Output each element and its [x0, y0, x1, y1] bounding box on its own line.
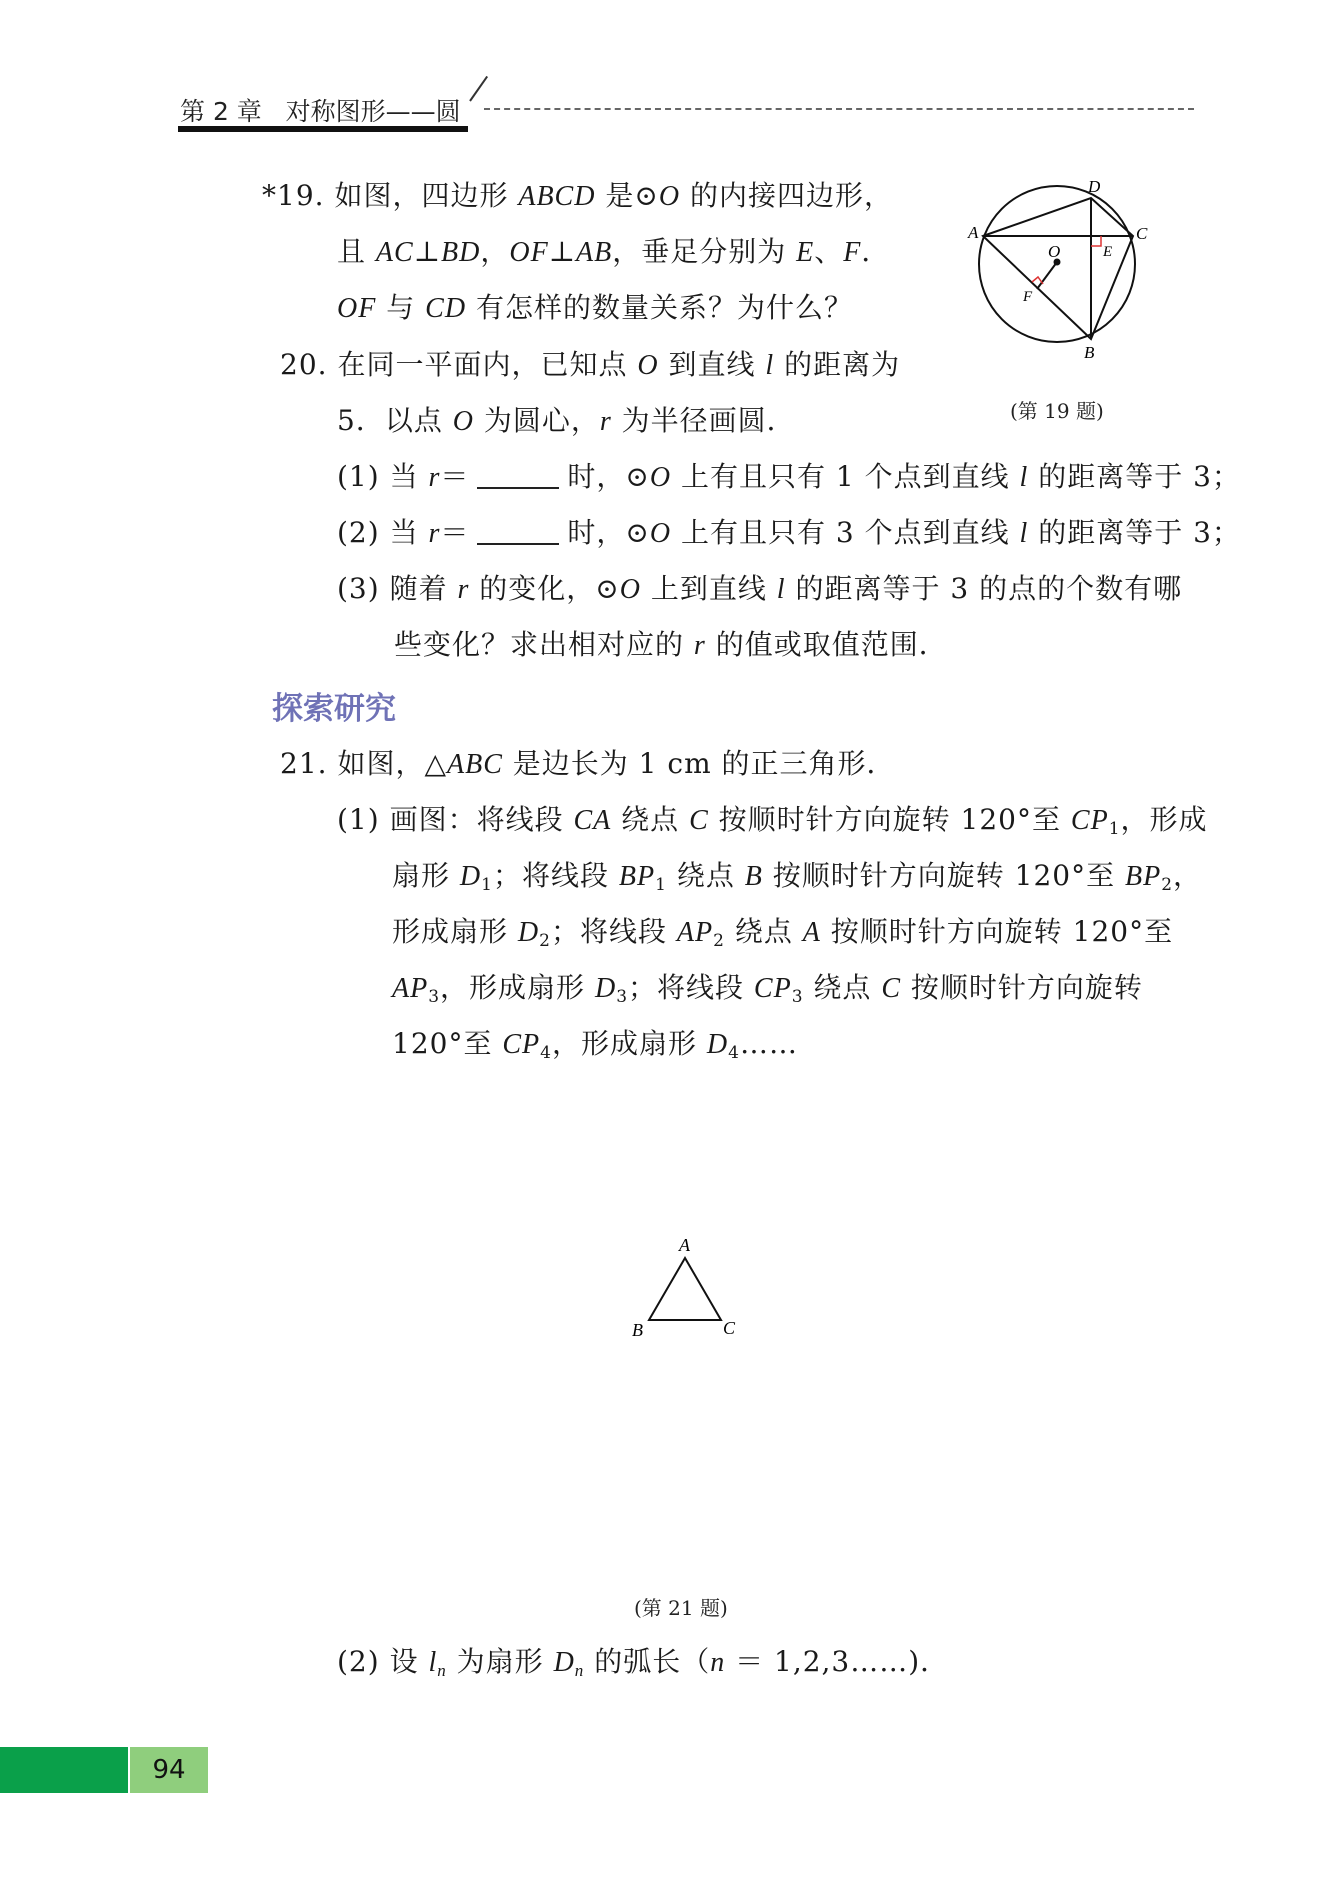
text: 120°至: [392, 1027, 503, 1060]
text: 5．以点: [337, 404, 453, 437]
math: l: [428, 1647, 438, 1678]
math: l: [776, 574, 786, 605]
text: ；将线段: [550, 915, 677, 948]
math: AP: [676, 917, 714, 948]
text: 为扇形: [446, 1645, 554, 1678]
math: l: [1019, 518, 1029, 549]
text: 且: [337, 235, 376, 268]
label-c: C: [723, 1318, 736, 1338]
math: ABCD: [518, 181, 596, 212]
text: ；将线段: [628, 971, 754, 1004]
text: 、: [814, 235, 844, 268]
label-b: B: [632, 1320, 643, 1340]
math: CA: [573, 805, 612, 836]
text: 在同一平面内，已知点: [337, 348, 638, 381]
math: O: [619, 574, 641, 605]
math: O: [452, 406, 474, 437]
chapter-number: 第 2 章: [180, 97, 262, 126]
text: ⊥: [548, 235, 577, 268]
text: 有怎样的数量关系？为什么？: [466, 291, 853, 324]
answer-blank[interactable]: [477, 463, 559, 489]
problem-20-line-2: [337, 403, 796, 440]
text: ⊥: [413, 235, 442, 268]
problem-20-part-1: [337, 459, 1241, 496]
math: OF: [509, 237, 549, 268]
text: 绕点: [803, 971, 882, 1004]
text: 按顺时针方向旋转 120°至: [820, 915, 1174, 948]
math: D: [706, 1029, 729, 1060]
text: 为圆心，: [473, 404, 600, 437]
chapter-title: 对称图形——圆: [285, 97, 461, 126]
text: (3) 随着: [337, 572, 458, 605]
text: 的内接四边形，: [680, 179, 893, 212]
text: 按顺时针方向旋转: [901, 971, 1143, 1004]
text: 的值或取值范围．: [705, 628, 948, 661]
text: 如图，四边形: [334, 179, 519, 212]
problem-21-part-1-line-1: [337, 802, 1208, 847]
math: C: [689, 805, 709, 836]
quadrilateral-abcd: [983, 198, 1133, 339]
math: C: [881, 973, 902, 1004]
math: CP: [753, 973, 792, 1004]
math: BP: [1125, 861, 1162, 892]
text: 上有且只有 3 个点到直线: [671, 516, 1020, 549]
text: 到直线: [658, 348, 766, 381]
text: ，: [1173, 859, 1203, 892]
math: O: [658, 181, 681, 212]
math: E: [796, 237, 815, 268]
text: 的距离等于 3 的点的个数有哪: [785, 572, 1183, 605]
subscript: 2: [539, 931, 551, 951]
text: 的距离为: [774, 348, 901, 381]
math: ABC: [446, 749, 503, 780]
math: B: [744, 861, 763, 892]
text: (1) 画图：将线段: [337, 803, 574, 836]
text: 绕点: [611, 803, 690, 836]
problem-21-line-1: [280, 746, 896, 783]
problem-21-part-2: [337, 1644, 949, 1689]
text: (1) 当: [337, 460, 429, 493]
right-angle-e: [1091, 236, 1101, 246]
header-dashed-rule: [484, 108, 1194, 110]
label-b: B: [1084, 343, 1095, 362]
subscript: 4: [540, 1043, 552, 1063]
problem-21-part-1-line-2: [392, 858, 1202, 903]
text: (2) 当: [337, 516, 429, 549]
math: AB: [576, 237, 613, 268]
math: r: [599, 406, 612, 437]
label-a: A: [968, 223, 979, 242]
subscript: 4: [728, 1043, 740, 1063]
label-c: C: [1136, 224, 1148, 243]
text: ．: [861, 235, 891, 268]
triangle-abc: [649, 1258, 721, 1320]
header-slash: [469, 76, 488, 102]
problem-number: *19.: [262, 179, 325, 212]
text: 与: [376, 291, 426, 324]
math: O: [637, 350, 659, 381]
text: 为半径画圆．: [611, 404, 796, 437]
math: D: [594, 973, 617, 1004]
problem-19-line-3: [337, 290, 853, 327]
text: 上到直线: [640, 572, 777, 605]
label-e: E: [1103, 244, 1113, 260]
text: 的变化，⊙: [469, 572, 620, 605]
label-a: A: [679, 1235, 690, 1255]
math: F: [843, 237, 862, 268]
math: CP: [1070, 805, 1109, 836]
text: ，形成扇形: [440, 971, 595, 1004]
math: D: [553, 1647, 575, 1678]
math: l: [1019, 462, 1029, 493]
text: 是边长为 1 cm 的正三角形．: [502, 747, 896, 780]
text: ＝ 1,2,3……)．: [725, 1645, 950, 1678]
text: 的距离等于 3；: [1028, 516, 1241, 549]
math: AC: [375, 237, 414, 268]
math: r: [693, 630, 706, 661]
text: 的距离等于 3；: [1028, 460, 1241, 493]
text: 形成扇形: [392, 915, 518, 948]
math: CP: [502, 1029, 541, 1060]
text: 上有且只有 1 个点到直线: [671, 460, 1020, 493]
figure-19: [966, 176, 1150, 366]
text: 是⊙: [595, 179, 659, 212]
text: 些变化？求出相对应的: [394, 628, 694, 661]
figure-21: [622, 1230, 750, 1350]
text: ……: [739, 1027, 798, 1060]
math: l: [765, 350, 775, 381]
problem-20-part-2: [337, 515, 1241, 552]
chapter-header: [180, 92, 461, 128]
subscript: 1: [481, 875, 493, 895]
problem-20-part-3: [337, 571, 1182, 608]
subscript: 3: [791, 987, 804, 1007]
problem-21-part-1-line-4: [392, 970, 1143, 1015]
math: r: [428, 518, 441, 549]
text: ＝: [440, 460, 470, 493]
subscript: 2: [713, 931, 725, 951]
math: BP: [618, 861, 656, 892]
subscript: n: [437, 1661, 447, 1680]
problem-20-part-3-cont: [394, 627, 948, 664]
text: 绕点: [724, 915, 803, 948]
problem-number: 21.: [280, 747, 328, 780]
page-number: 94: [130, 1747, 208, 1793]
subscript: 2: [1161, 875, 1174, 895]
text: 扇形: [392, 859, 460, 892]
text: ，形成: [1120, 803, 1208, 836]
text: 如图，△: [337, 747, 447, 780]
text: 时，⊙: [567, 460, 650, 493]
subscript: 1: [1108, 819, 1121, 839]
footer-green-bar: [0, 1747, 128, 1793]
label-d: D: [1088, 177, 1101, 196]
problem-number: 20.: [280, 348, 328, 381]
math: r: [457, 574, 470, 605]
answer-blank[interactable]: [477, 519, 559, 545]
header-bar: [178, 126, 468, 132]
math: OF: [337, 293, 377, 324]
text: 绕点: [666, 859, 745, 892]
math: r: [428, 462, 441, 493]
text: 按顺时针方向旋转 120°至: [708, 803, 1071, 836]
math: CD: [425, 293, 467, 324]
math: BD: [441, 237, 481, 268]
text: ，垂足分别为: [612, 235, 797, 268]
math: AP: [392, 973, 429, 1004]
problem-19-line-1: [262, 178, 893, 215]
problem-20-line-1: [280, 347, 900, 384]
caption-19: (第 19 题): [1010, 399, 1104, 423]
caption-21: (第 21 题): [634, 1596, 728, 1620]
label-o: O: [1048, 242, 1061, 261]
segment-of: [1037, 262, 1057, 289]
math: O: [649, 462, 672, 493]
subscript: 3: [616, 987, 629, 1007]
text: 的弧长（: [584, 1645, 711, 1678]
math: D: [517, 917, 540, 948]
subscript: n: [574, 1661, 585, 1680]
subscript: 3: [428, 987, 441, 1007]
text: 时，⊙: [567, 516, 650, 549]
math: A: [802, 917, 821, 948]
math: O: [649, 518, 672, 549]
text: ；将线段: [492, 859, 619, 892]
problem-19-line-2: [337, 234, 890, 271]
label-f: F: [1023, 289, 1033, 305]
problem-21-part-1-line-5: [392, 1026, 798, 1071]
text: ，: [480, 235, 510, 268]
math: D: [459, 861, 482, 892]
section-title: 探索研究: [272, 691, 396, 727]
problem-21-part-1-line-3: [392, 914, 1173, 959]
text: 按顺时针方向旋转 120°至: [762, 859, 1125, 892]
text: (2) 设: [337, 1645, 429, 1678]
subscript: 1: [655, 875, 667, 895]
math: n: [710, 1647, 726, 1678]
text: ，形成扇形: [551, 1027, 707, 1060]
text: ＝: [440, 516, 470, 549]
